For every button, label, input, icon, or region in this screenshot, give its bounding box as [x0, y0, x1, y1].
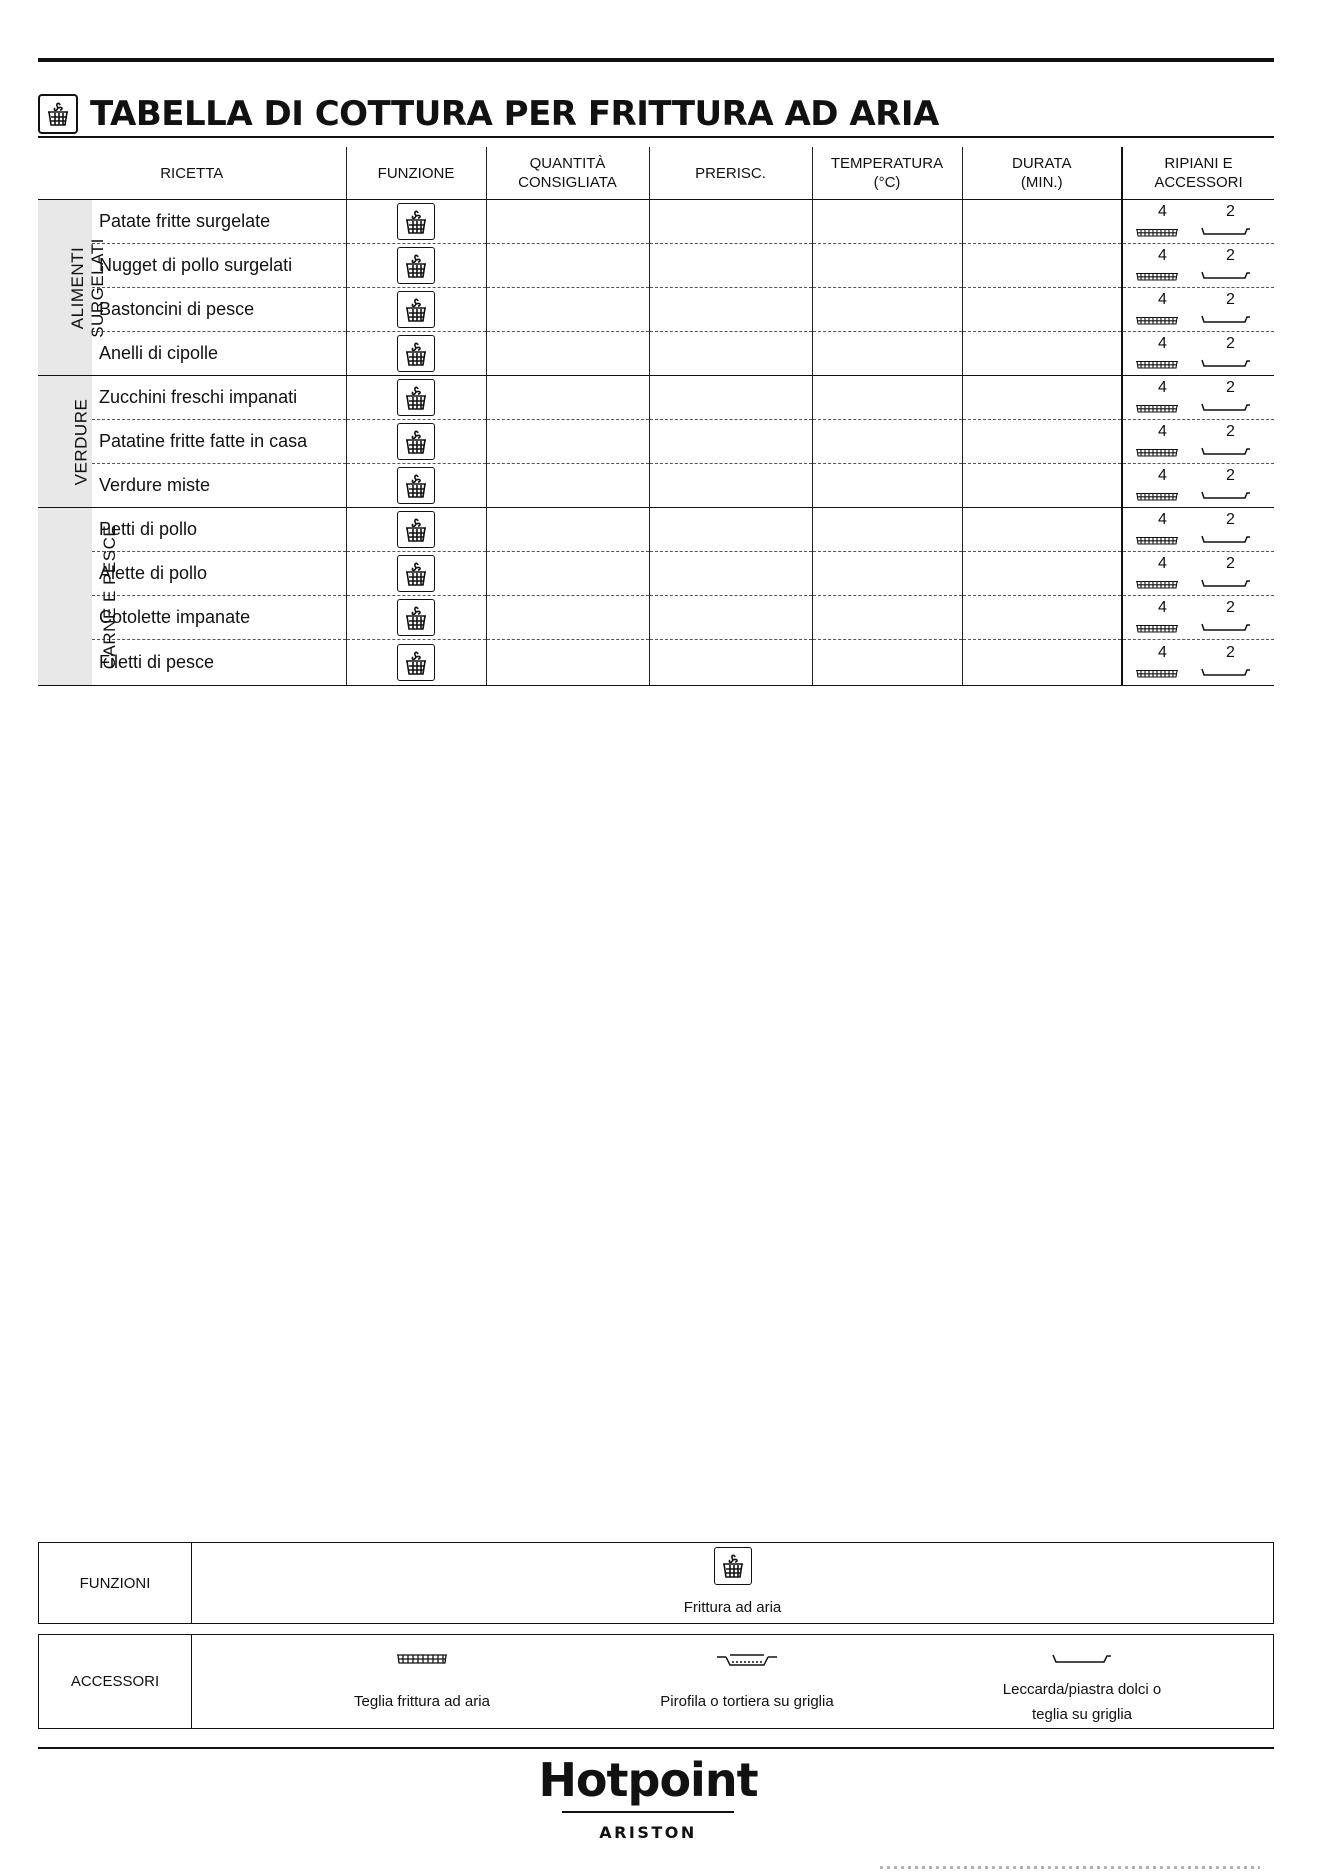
temperature-cell — [812, 596, 962, 640]
table-header-row — [38, 147, 1274, 200]
temperature-cell — [812, 332, 962, 376]
legend-functions-label: FUNZIONI — [39, 1543, 192, 1623]
function-cell — [346, 596, 486, 640]
temperature-cell — [812, 288, 962, 332]
function-cell — [346, 288, 486, 332]
shelves-cell — [1122, 596, 1274, 640]
air-fry-basket-icon — [272, 1653, 572, 1665]
recipe-name: Patatine fritte fatte in casa — [92, 420, 346, 464]
air-fry-basket-icon — [1135, 268, 1179, 286]
shelves-cell — [1122, 640, 1274, 686]
function-cell — [346, 464, 486, 508]
header-durata: DURATA (MIN.) — [962, 147, 1122, 200]
recipe-name: Petti di pollo — [92, 508, 346, 552]
top-rule — [38, 58, 1274, 62]
shelves-cell — [1122, 200, 1274, 244]
shelf-level-tray: 2 — [1226, 466, 1235, 484]
temperature-cell — [812, 464, 962, 508]
preheat-cell — [649, 640, 812, 686]
drip-tray-icon — [1201, 223, 1251, 241]
function-cell — [346, 508, 486, 552]
legend-accessory-basket — [272, 1635, 572, 1728]
air-fry-icon — [397, 203, 435, 240]
header-prerisc: PRERISC. — [649, 147, 812, 200]
function-cell — [346, 552, 486, 596]
air-fry-icon — [397, 555, 435, 592]
header-quantita: QUANTITÀ CONSIGLIATA — [486, 147, 649, 200]
category-label: VERDURE — [38, 376, 92, 508]
brand-logo — [538, 1752, 758, 1842]
air-fry-basket-icon — [1135, 576, 1179, 594]
shelf-level-basket: 4 — [1158, 643, 1167, 661]
brand-divider — [562, 1811, 734, 1813]
header-ricetta: RICETTA — [38, 147, 346, 200]
duration-cell — [962, 596, 1122, 640]
air-fry-icon — [397, 379, 435, 416]
recipe-name: Zucchini freschi impanati — [92, 376, 346, 420]
air-fry-icon — [397, 247, 435, 284]
quantity-cell — [486, 332, 649, 376]
quantity-cell — [486, 420, 649, 464]
temperature-cell — [812, 376, 962, 420]
recipe-name: Anelli di cipolle — [92, 332, 346, 376]
drip-tray-icon — [1201, 355, 1251, 373]
temperature-cell — [812, 552, 962, 596]
shelves-cell — [1122, 464, 1274, 508]
recipe-name: Alette di pollo — [92, 552, 346, 596]
air-fry-basket-icon — [1135, 620, 1179, 638]
temperature-cell — [812, 200, 962, 244]
shelf-level-tray: 2 — [1226, 290, 1235, 308]
shelf-level-basket: 4 — [1158, 246, 1167, 264]
air-fry-icon — [397, 335, 435, 372]
air-fry-icon — [397, 644, 435, 681]
legend-accessories-content — [192, 1635, 1273, 1728]
legend-accessory-tray-label-1: Leccarda/piastra dolci o — [1002, 1681, 1162, 1698]
preheat-cell — [649, 200, 812, 244]
duration-cell — [962, 332, 1122, 376]
quantity-cell — [486, 200, 649, 244]
recipe-name: Patate fritte surgelate — [92, 200, 346, 244]
shelf-level-tray: 2 — [1226, 334, 1235, 352]
air-fry-basket-icon — [1135, 356, 1179, 374]
legend-accessory-tray — [932, 1635, 1232, 1728]
duration-cell — [962, 464, 1122, 508]
table-row — [38, 552, 1274, 596]
air-fry-basket-icon — [1135, 444, 1179, 462]
quantity-cell — [486, 464, 649, 508]
legend-accessory-dish — [597, 1635, 897, 1728]
shelf-level-basket: 4 — [1158, 290, 1167, 308]
header-ripiani: RIPIANI E ACCESSORI — [1122, 147, 1274, 200]
shelf-level-basket: 4 — [1158, 510, 1167, 528]
category-label: ALIMENTI SURGELATI — [38, 200, 92, 376]
air-fry-basket-icon — [1135, 312, 1179, 330]
drip-tray-icon — [1201, 619, 1251, 637]
legend-accessory-basket-label: Teglia frittura ad aria — [354, 1693, 490, 1710]
recipe-name: Bastoncini di pesce — [92, 288, 346, 332]
shelf-level-tray: 2 — [1226, 598, 1235, 616]
shelf-level-basket: 4 — [1158, 466, 1167, 484]
category-label: CARNE E PESCE — [38, 508, 92, 686]
legend-accessories-label: ACCESSORI — [39, 1635, 192, 1728]
recipe-name: Filetti di pesce — [92, 640, 346, 686]
table-row — [38, 596, 1274, 640]
drip-tray-icon — [1201, 575, 1251, 593]
function-cell — [346, 376, 486, 420]
preheat-cell — [649, 332, 812, 376]
shelves-cell — [1122, 376, 1274, 420]
drip-tray-icon — [932, 1653, 1232, 1665]
drip-tray-icon — [1201, 399, 1251, 417]
shelf-level-basket: 4 — [1158, 378, 1167, 396]
quantity-cell — [486, 596, 649, 640]
table-row — [38, 464, 1274, 508]
preheat-cell — [649, 596, 812, 640]
table-row — [38, 244, 1274, 288]
shelf-level-basket: 4 — [1158, 334, 1167, 352]
table-row — [38, 508, 1274, 552]
shelves-cell — [1122, 288, 1274, 332]
temperature-cell — [812, 420, 962, 464]
shelf-level-tray: 2 — [1226, 643, 1235, 661]
preheat-cell — [649, 244, 812, 288]
drip-tray-icon — [1201, 311, 1251, 329]
function-cell — [346, 640, 486, 686]
table-row — [38, 200, 1274, 244]
duration-cell — [962, 420, 1122, 464]
quantity-cell — [486, 376, 649, 420]
function-cell — [346, 244, 486, 288]
recipe-name: Verdure miste — [92, 464, 346, 508]
temperature-cell — [812, 508, 962, 552]
air-fry-basket-icon — [1135, 224, 1179, 242]
table-row — [38, 420, 1274, 464]
duration-cell — [962, 244, 1122, 288]
cooking-table — [38, 147, 1274, 686]
shelves-cell — [1122, 420, 1274, 464]
quantity-cell — [486, 552, 649, 596]
header-temperatura: TEMPERATURA (°C) — [812, 147, 962, 200]
preheat-cell — [649, 376, 812, 420]
legend-function-item — [192, 1547, 1273, 1585]
brand-name: Hotpoint — [538, 1753, 758, 1807]
duration-cell — [962, 640, 1122, 686]
page-title: TABELLA DI COTTURA PER FRITTURA AD ARIA — [90, 94, 939, 134]
duration-cell — [962, 508, 1122, 552]
air-fry-icon — [397, 467, 435, 504]
recipe-name: Cotolette impanate — [92, 596, 346, 640]
shelf-level-tray: 2 — [1226, 554, 1235, 572]
table-row — [38, 332, 1274, 376]
legend-accessory-dish-label: Pirofila o tortiera su griglia — [660, 1693, 834, 1710]
legend-functions — [38, 1542, 1274, 1624]
shelf-level-basket: 4 — [1158, 554, 1167, 572]
function-cell — [346, 332, 486, 376]
bottom-rule — [38, 1747, 1274, 1749]
page-title-bar — [38, 92, 1274, 138]
quantity-cell — [486, 508, 649, 552]
air-fry-icon — [714, 1547, 752, 1585]
air-fry-icon — [397, 511, 435, 548]
table-row — [38, 376, 1274, 420]
temperature-cell — [812, 640, 962, 686]
quantity-cell — [486, 244, 649, 288]
shelf-level-tray: 2 — [1226, 378, 1235, 396]
function-cell — [346, 200, 486, 244]
shelf-level-basket: 4 — [1158, 422, 1167, 440]
air-fry-basket-icon — [1135, 488, 1179, 506]
shelf-level-basket: 4 — [1158, 202, 1167, 220]
duration-cell — [962, 288, 1122, 332]
function-cell — [346, 420, 486, 464]
drip-tray-icon — [1201, 664, 1251, 682]
preheat-cell — [649, 552, 812, 596]
quantity-cell — [486, 640, 649, 686]
legend-accessory-tray-label-2: teglia su griglia — [1031, 1706, 1133, 1723]
preheat-cell — [649, 464, 812, 508]
dish-on-rack-icon — [597, 1653, 897, 1667]
preheat-cell — [649, 288, 812, 332]
air-fry-icon — [397, 599, 435, 636]
shelf-level-tray: 2 — [1226, 202, 1235, 220]
drip-tray-icon — [1201, 487, 1251, 505]
air-fry-icon — [38, 94, 78, 134]
drip-tray-icon — [1201, 443, 1251, 461]
shelves-cell — [1122, 508, 1274, 552]
shelf-level-basket: 4 — [1158, 598, 1167, 616]
shelf-level-tray: 2 — [1226, 422, 1235, 440]
air-fry-basket-icon — [1135, 665, 1179, 683]
brand-sub: ARISTON — [599, 1823, 697, 1842]
table-row — [38, 288, 1274, 332]
shelves-cell — [1122, 552, 1274, 596]
drip-tray-icon — [1201, 267, 1251, 285]
table-row — [38, 640, 1274, 686]
shelf-level-tray: 2 — [1226, 246, 1235, 264]
shelves-cell — [1122, 244, 1274, 288]
drip-tray-icon — [1201, 531, 1251, 549]
preheat-cell — [649, 420, 812, 464]
temperature-cell — [812, 244, 962, 288]
duration-cell — [962, 376, 1122, 420]
legend-functions-content — [192, 1543, 1273, 1623]
air-fry-icon — [397, 291, 435, 328]
legend-function-name: Frittura ad aria — [683, 1599, 782, 1616]
air-fry-icon — [397, 423, 435, 460]
duration-cell — [962, 200, 1122, 244]
footer-fine-print — [880, 1866, 1260, 1869]
header-funzione: FUNZIONE — [346, 147, 486, 200]
recipe-name: Nugget di pollo surgelati — [92, 244, 346, 288]
shelves-cell — [1122, 332, 1274, 376]
legend-accessories — [38, 1634, 1274, 1729]
air-fry-basket-icon — [1135, 532, 1179, 550]
preheat-cell — [649, 508, 812, 552]
shelf-level-tray: 2 — [1226, 510, 1235, 528]
duration-cell — [962, 552, 1122, 596]
air-fry-basket-icon — [1135, 400, 1179, 418]
quantity-cell — [486, 288, 649, 332]
